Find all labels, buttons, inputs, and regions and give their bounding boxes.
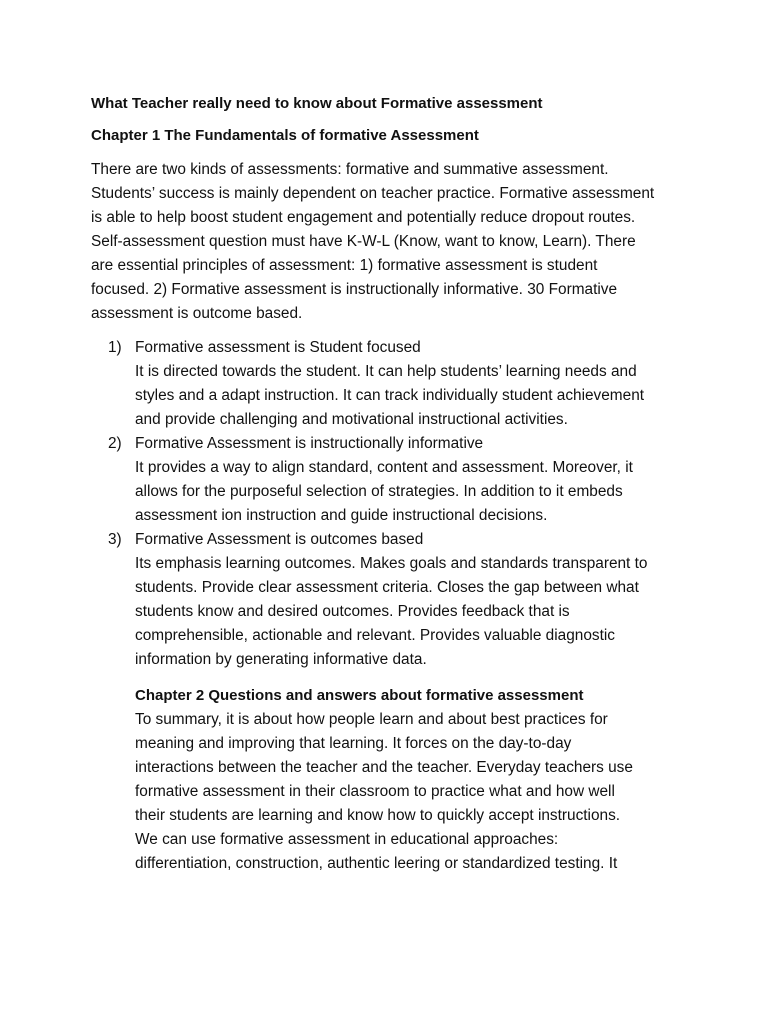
chapter-2-line: formative assessment in their classroom to practice what and how well (135, 783, 615, 800)
document-title: What Teacher really need to know about Formative assessment (91, 95, 543, 112)
list-item-line: It provides a way to align standard, content and assessment. Moreover, it (135, 459, 633, 476)
list-item (91, 528, 691, 672)
document-page (91, 92, 691, 876)
list-item-number: 1) (108, 339, 122, 356)
chapter-1-title: Chapter 1 The Fundamentals of formative Assessment (91, 127, 479, 144)
chapter-2-title: Chapter 2 Questions and answers about formative assessment (135, 687, 584, 704)
list-item-title: Formative Assessment is instructionally informative (135, 435, 484, 452)
chapter-2-line: To summary, it is about how people learn and about best practices for (135, 711, 608, 728)
list-item-number: 2) (108, 435, 122, 452)
list-item-line: students know and desired outcomes. Provides feedback that is (135, 603, 570, 620)
list-item-line: students. Provide clear assessment criteria. Closes the gap between what (135, 579, 639, 596)
list-item-title: Formative Assessment is outcomes based (135, 531, 424, 548)
intro-line: Students’ success is mainly dependent on teacher practice. Formative assessment (91, 185, 655, 202)
chapter-2-section (135, 684, 691, 876)
list-item-number: 3) (108, 531, 122, 548)
list-item-line: assessment ion instruction and guide instructional decisions. (135, 507, 548, 524)
chapter-1-intro (91, 158, 691, 326)
list-item-line: styles and a adapt instruction. It can track individually student achievement (135, 387, 645, 404)
intro-line: focused. 2) Formative assessment is instructionally informative. 30 Formative (91, 281, 618, 298)
list-item-line: and provide challenging and motivational instructional activities. (135, 411, 568, 428)
intro-line: There are two kinds of assessments: formative and summative assessment. (91, 161, 609, 178)
list-item-title: Formative assessment is Student focused (135, 339, 421, 356)
chapter-2-line: their students are learning and know how to quickly accept instructions. (135, 807, 621, 824)
list-item (91, 432, 691, 528)
list-item (91, 336, 691, 432)
list-item-line: It is directed towards the student. It can help students’ learning needs and (135, 363, 637, 380)
list-item-line: information by generating informative data. (135, 651, 427, 668)
list-item-line: Its emphasis learning outcomes. Makes goals and standards transparent to (135, 555, 648, 572)
list-item-line: allows for the purposeful selection of strategies. In addition to it embeds (135, 483, 623, 500)
intro-line: is able to help boost student engagement and potentially reduce dropout routes. (91, 209, 636, 226)
intro-line: assessment is outcome based. (91, 305, 303, 322)
chapter-2-line: interactions between the teacher and the teacher. Everyday teachers use (135, 759, 633, 776)
intro-line: are essential principles of assessment: 1) formative assessment is student (91, 257, 598, 274)
chapter-2-line: We can use formative assessment in educational approaches: (135, 831, 559, 848)
list-item-line: comprehensible, actionable and relevant. Provides valuable diagnostic (135, 627, 615, 644)
chapter-2-line: meaning and improving that learning. It forces on the day-to-day (135, 735, 572, 752)
chapter-2-body (135, 708, 691, 876)
chapter-2-line: differentiation, construction, authentic leering or standardized testing. It (135, 855, 618, 872)
principles-list (91, 336, 691, 672)
intro-line: Self-assessment question must have K-W-L (Know, want to know, Learn). There (91, 233, 636, 250)
